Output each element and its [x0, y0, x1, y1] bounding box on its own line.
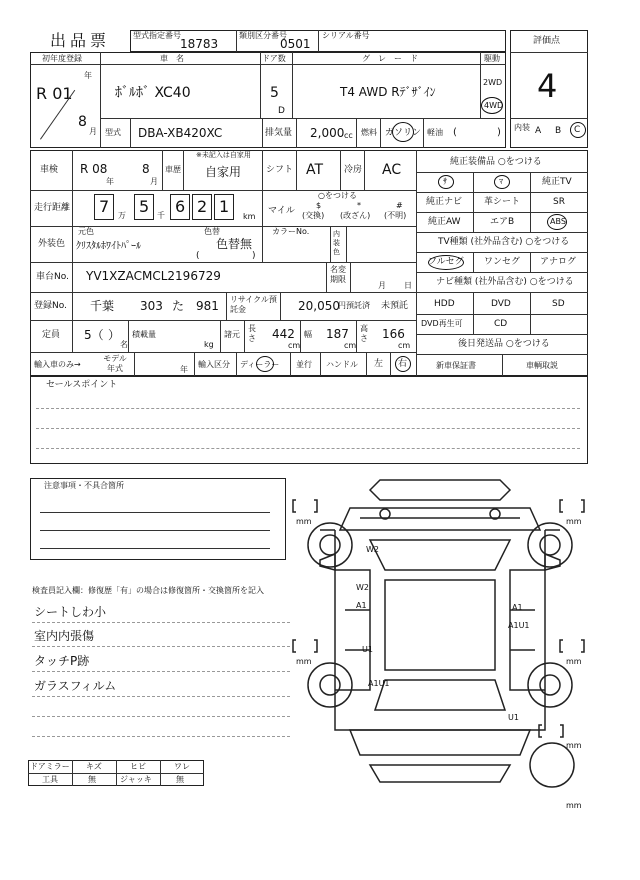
- load-label: 積載量: [132, 330, 156, 339]
- tv-item-1: フルセグ: [428, 257, 464, 267]
- category-label: 類別区分番号: [239, 31, 287, 40]
- equip-item-7: 純正AW: [428, 217, 461, 227]
- door-type: D: [278, 106, 285, 116]
- inspector-item-2: 室内内張傷: [34, 629, 95, 643]
- capacity-unit: 名: [120, 340, 128, 349]
- mileage-digit-5: 1: [219, 197, 230, 216]
- first-reg-label: 初年度登録: [42, 54, 82, 63]
- ac-value: AC: [382, 162, 402, 178]
- legend-header-1: ドアミラー: [30, 762, 70, 771]
- capacity-close: ）: [108, 328, 121, 342]
- model-year-label: モデル年式: [103, 354, 127, 373]
- mileage-digit-3: 6: [175, 197, 186, 216]
- mileage-digit-2: 5: [139, 197, 150, 216]
- damage-mark-6: U1: [362, 645, 373, 654]
- capacity-label: 定員: [42, 330, 61, 340]
- later-item-2: 車輌取説: [526, 361, 558, 370]
- shift-label: シフト: [266, 165, 294, 175]
- ac-label: 冷房: [344, 165, 363, 175]
- mileage-unit: km: [243, 212, 256, 221]
- tire-fr-mm: mm: [566, 517, 582, 526]
- tire-rr-mm: mm: [566, 657, 582, 666]
- doors-label: ドア数: [262, 54, 286, 63]
- meter-circle-note: ○をつける: [318, 191, 357, 200]
- car-name-label: 車 名: [160, 54, 184, 63]
- width-unit: cm: [344, 341, 357, 350]
- first-reg-month: 8: [78, 114, 87, 130]
- sales-point-label: セールスポイント: [46, 380, 118, 390]
- equip-item-6: SR: [553, 197, 565, 207]
- damage-mark-5: A1U1: [508, 621, 530, 630]
- interior-a: A: [535, 126, 542, 136]
- plate-class: 303: [140, 299, 163, 313]
- import-type-label: 輸入区分: [198, 360, 230, 369]
- displacement-unit: cc: [344, 131, 353, 140]
- drive-2wd: 2WD: [483, 78, 503, 87]
- shift-value: AT: [306, 162, 324, 178]
- recycle-value: 20,050: [298, 299, 340, 313]
- model-code: DBA-XB420XC: [138, 126, 223, 140]
- equip-item-1: ｻ: [443, 177, 447, 186]
- category-value: 0501: [280, 37, 311, 51]
- rename-month: 月: [378, 281, 386, 290]
- doors-value: 5: [270, 85, 279, 101]
- tire-spare-mm-2: mm: [566, 801, 582, 810]
- width-value: 187: [326, 327, 349, 341]
- tv-item-3: アナログ: [540, 257, 577, 267]
- displacement-value: 2,000: [310, 126, 345, 140]
- meter-unknown: (不明): [384, 211, 407, 220]
- handle-right: 右: [398, 359, 408, 369]
- color-value: ｸﾘｽﾀﾙﾎﾜｲﾄﾊﾟｰﾙ: [76, 241, 141, 252]
- first-reg-year-label: 年: [84, 71, 92, 80]
- damage-mark-7: A1U1: [368, 679, 390, 688]
- equip-item-5: 革シート: [484, 197, 521, 207]
- damage-mark-1: W2: [366, 545, 379, 554]
- damage-mark-3: A1: [356, 601, 367, 610]
- legend-value-4: 無: [176, 775, 184, 784]
- legend-header-4: ワレ: [174, 762, 190, 771]
- legend-value-1: 工具: [42, 775, 58, 784]
- length-value: 442: [272, 327, 295, 341]
- equipment-header: 純正装備品 ○をつける: [450, 157, 542, 167]
- model-designation-value: 18783: [180, 37, 219, 51]
- damage-mark-4: A1: [512, 603, 523, 612]
- recycle-label: リサイクル預託金: [230, 295, 277, 314]
- capacity-value: 5（: [84, 328, 104, 342]
- meter-mile: マイル: [268, 206, 295, 216]
- tire-spare-mm-1: mm: [566, 741, 582, 750]
- history-label: 車歴: [165, 165, 181, 174]
- plate-kana: た: [172, 299, 185, 313]
- recycle-unit: 円預託済: [338, 301, 370, 310]
- legend-value-3: ジャッキ: [120, 775, 152, 784]
- damage-mark-8: U1: [508, 713, 519, 722]
- meter-swap: (交換): [302, 211, 325, 220]
- model-year-unit: 年: [180, 365, 188, 374]
- interior-c: C: [574, 125, 581, 135]
- mileage-man: 万: [118, 211, 126, 220]
- equip-item-3: 純正TV: [542, 177, 572, 187]
- height-unit: cm: [398, 341, 411, 350]
- damage-mark-2: W2: [356, 583, 369, 592]
- history-note: ※未記入は自家用: [196, 151, 251, 159]
- equip-item-9: ABS: [550, 217, 566, 226]
- orig-color-label: 元色: [78, 227, 94, 236]
- legend-header-3: ヒビ: [130, 762, 146, 771]
- vin-label: 車台No.: [36, 272, 69, 282]
- equip-item-4: 純正ナビ: [426, 197, 463, 207]
- equip-item-8: エアB: [490, 217, 515, 227]
- score-value: 4: [537, 67, 558, 105]
- meter-tamper: (改ざん): [340, 211, 371, 220]
- grade-label: グ レ ー ド: [362, 54, 418, 63]
- nav-item-1: HDD: [434, 299, 455, 309]
- fuel-label: 燃料: [361, 128, 377, 137]
- shaken-era: R 08: [80, 162, 108, 176]
- mileage-digit-1: 7: [99, 197, 110, 216]
- meter-swap-sym: $: [316, 201, 322, 210]
- shaken-month-label: 月: [150, 177, 158, 186]
- vin-value: YV1XZACMCL2196729: [86, 269, 221, 283]
- drive-4wd: 4WD: [484, 101, 504, 110]
- legend-value-2: 無: [88, 775, 96, 784]
- parallel-label: 並行: [296, 360, 312, 369]
- rename-label: 名変期限: [330, 265, 346, 284]
- mileage-digit-4: 2: [197, 197, 208, 216]
- nav-item-2: DVD: [491, 299, 511, 309]
- interior-label: 内装: [514, 123, 530, 132]
- length-label: 長さ: [248, 324, 256, 343]
- length-unit: cm: [288, 341, 301, 350]
- meter-tamper-sym: *: [357, 201, 361, 210]
- first-reg-month-label: 月: [89, 127, 97, 136]
- car-damage-diagram: [290, 470, 590, 810]
- shaken-month: 8: [142, 162, 150, 176]
- fuel-value: ガソリン: [385, 128, 422, 138]
- rename-day: 日: [404, 281, 412, 290]
- interior-b: B: [555, 126, 562, 136]
- history-value: 自家用: [205, 165, 242, 179]
- drive-label: 駆動: [484, 54, 500, 63]
- plate-label: 登録No.: [34, 301, 67, 311]
- inspector-item-1: シートしわ小: [34, 605, 107, 619]
- inspector-item-4: ガラスフィルム: [34, 679, 117, 693]
- form-title: 出品票: [50, 31, 111, 50]
- grade-value: T4 AWD Rﾃﾞｻﾞｲﾝ: [340, 85, 436, 99]
- import-label: 輸入車のみ→: [34, 360, 81, 369]
- load-unit: kg: [204, 340, 214, 349]
- dims-label: 諸元: [224, 330, 240, 339]
- width-label: 幅: [304, 330, 312, 339]
- colorno-label: カラーNo.: [272, 227, 310, 236]
- meter-unknown-sym: #: [396, 201, 403, 210]
- displacement-label: 排気量: [265, 128, 293, 138]
- nav-header: ナビ種類 (社外品含む) ○をつける: [436, 277, 574, 287]
- dealer-label: ディーラー: [240, 360, 280, 369]
- paint-value: 色替無: [216, 237, 253, 251]
- handle-left: 左: [374, 359, 384, 369]
- serial-label: シリアル番号: [322, 31, 370, 40]
- shaken-year-label: 年: [106, 177, 114, 186]
- plate-area: 千葉: [90, 299, 115, 313]
- recycle-unpaid: 未預託: [381, 301, 409, 311]
- model-designation-label: 型式指定番号: [133, 31, 181, 40]
- model-code-label: 型式: [105, 128, 121, 137]
- tire-fl-mm: mm: [296, 517, 312, 526]
- height-label: 高さ: [360, 324, 368, 343]
- diesel-label: 軽油: [427, 128, 443, 137]
- paint-label: 色替: [204, 227, 220, 236]
- tv-item-2: ワンセグ: [484, 257, 521, 267]
- color-label: 外装色: [38, 239, 66, 249]
- height-value: 166: [382, 327, 405, 341]
- inspector-label: 検査員記入欄：修復歴「有」の場合は修復箇所・交換箇所を記入: [32, 586, 264, 595]
- car-name: ﾎﾞﾙﾎﾞ XC40: [115, 85, 191, 101]
- tv-header: TV種類 (社外品含む) ○をつける: [438, 237, 570, 247]
- mileage-sen: 千: [157, 211, 165, 220]
- plate-number: 981: [196, 299, 219, 313]
- mileage-label: 走行距離: [34, 203, 71, 213]
- nav-item-4: DVD再生可: [421, 319, 463, 328]
- tire-rl-mm: mm: [296, 657, 312, 666]
- first-reg-era: R 01: [36, 84, 73, 103]
- score-label: 評価点: [533, 36, 561, 46]
- inspector-item-3: タッチP跡: [34, 654, 90, 668]
- nav-item-5: CD: [494, 319, 508, 329]
- shaken-label: 車検: [40, 165, 59, 175]
- handle-label: ハンドル: [326, 360, 358, 369]
- legend-header-2: キズ: [86, 762, 102, 771]
- notes-label: 注意事項・不具合箇所: [44, 481, 124, 490]
- later-header: 後日発送品 ○をつける: [458, 339, 550, 349]
- equip-item-2: ﾏ: [499, 177, 503, 186]
- later-item-1: 新車保証書: [436, 361, 476, 370]
- interior-color-label: 内装色: [333, 230, 340, 256]
- nav-item-3: SD: [552, 299, 565, 309]
